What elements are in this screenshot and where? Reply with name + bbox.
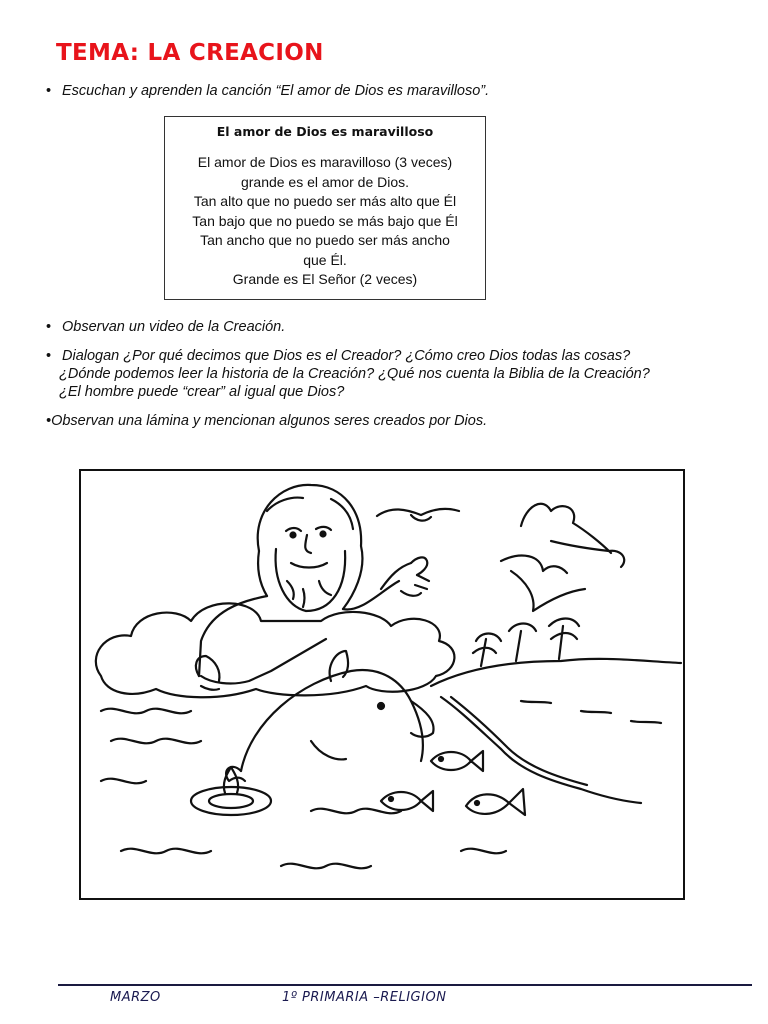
footer-divider xyxy=(58,984,752,986)
creation-illustration xyxy=(79,469,685,900)
song-line: que Él. xyxy=(303,251,347,268)
palm-trees xyxy=(473,619,579,667)
bullet-dot: • xyxy=(46,319,52,335)
bullet-text: Dialogan ¿Por qué decimos que Dios es el Creador? ¿Cómo creo Dios todas las cosas? xyxy=(62,348,631,364)
footer-course: 1º PRIMARIA –RELIGION xyxy=(282,990,447,1005)
water-waves xyxy=(101,709,506,869)
island xyxy=(431,659,681,686)
footer-month: MARZO xyxy=(110,990,161,1005)
god-figure xyxy=(196,485,429,690)
cloud xyxy=(96,603,455,697)
bullet-text: ¿El hombre puede “crear” al igual que Dios? xyxy=(59,384,345,400)
song-line: Tan ancho que no puedo ser más ancho xyxy=(200,232,450,248)
song-title: El amor de Dios es maravilloso xyxy=(216,124,434,139)
song-line: Tan bajo que no puedo se más bajo que Él xyxy=(192,212,458,229)
bullet-song xyxy=(46,82,489,100)
fish xyxy=(381,751,525,815)
bullet-text: ¿Dónde podemos leer la historia de la Creación? ¿Qué nos cuenta la Biblia de la Creación? xyxy=(59,366,650,382)
bullet-dot: • xyxy=(46,413,52,429)
bullet-dot: • xyxy=(46,348,52,364)
bullet-text: Observan una lámina y mencionan algunos seres creados por Dios. xyxy=(51,413,488,429)
song-line: grande es el amor de Dios. xyxy=(240,173,410,190)
song-line: Tan alto que no puedo ser más alto que Él xyxy=(193,193,457,209)
ripple xyxy=(191,787,271,815)
bullet-dialog xyxy=(46,347,650,401)
page-title: TEMA: LA CREACION xyxy=(56,40,324,66)
bullet-video xyxy=(46,318,285,336)
song-line: Grande es El Señor (2 veces) xyxy=(232,271,418,287)
dolphin xyxy=(226,651,433,781)
bullet-text: Escuchan y aprenden la canción “El amor de Dios es maravilloso”. xyxy=(62,83,490,99)
song-line: El amor de Dios es maravilloso (3 veces) xyxy=(197,154,453,170)
bullet-dot: • xyxy=(46,83,52,99)
song-lyrics-box xyxy=(164,116,486,300)
bullet-text: Observan un video de la Creación. xyxy=(62,319,286,335)
bullet-lamina xyxy=(46,412,487,430)
song-lines xyxy=(165,153,485,290)
